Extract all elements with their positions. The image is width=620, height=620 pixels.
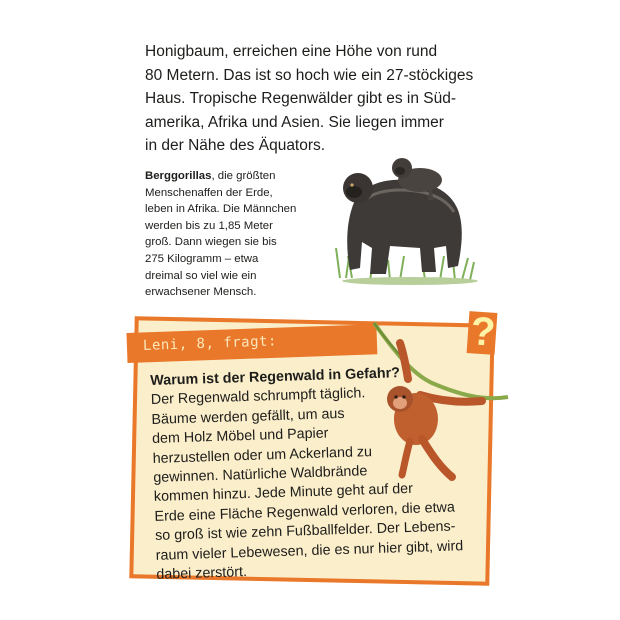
- caption-line: Menschenaffen der Erde,: [145, 186, 273, 199]
- intro-line: Honigbaum, erreichen eine Höhe von rund: [145, 43, 438, 60]
- answer-line: dem Holz Möbel und Papier: [151, 425, 329, 448]
- intro-line: Haus. Tropische Regenwälder gibt es in Süd-: [145, 90, 457, 107]
- caption-line: dreimal so viel wie ein: [145, 269, 257, 282]
- answer-line: so groß ist wie zehn Fußballfelder. Der Lebens-: [154, 518, 456, 545]
- answer-line: Bäume werden gefällt, um aus: [151, 405, 345, 428]
- answer-line: herzustellen oder um Ackerland zu: [152, 443, 373, 467]
- answer-line: dabei zerstört.: [156, 564, 248, 583]
- gorilla-caption: [145, 168, 335, 301]
- intro-line: 80 Metern. Das ist so hoch wie ein 27-stöckiges: [145, 66, 474, 84]
- caption-bold-term: Berggorillas: [145, 170, 212, 182]
- caption-line: [145, 168, 335, 185]
- answer-line: raum vieler Lebewesen, die es nur hier gibt, wird: [155, 537, 464, 564]
- gorilla-with-baby-illustration: [330, 138, 480, 288]
- caption-line: 275 Kilogramm – etwa: [145, 252, 259, 265]
- intro-line: amerika, Afrika und Asien. Sie liegen immer: [145, 113, 444, 131]
- caption-first-rest: , die größten: [211, 170, 276, 182]
- caption-line: erwachsener Mensch.: [145, 286, 257, 299]
- intro-line: in der Nähe des Äquators.: [145, 137, 326, 154]
- question-title: Warum ist der Regenwald in Gefahr?: [150, 365, 401, 389]
- caption-line: leben in Afrika. Die Männchen: [145, 203, 297, 216]
- answer-line: Der Regenwald schrumpft täglich.: [150, 385, 366, 409]
- caption-line: groß. Dann wiegen sie bis: [145, 236, 277, 249]
- answer-line: kommen hinzu. Jede Minute geht auf der: [153, 481, 414, 506]
- question-mark-icon: ?: [469, 309, 497, 355]
- ground-shadow: [342, 277, 478, 285]
- question-asker-label: Leni, 8, fragt:: [142, 333, 278, 354]
- question-answer-text: [150, 362, 487, 586]
- caption-line: werden bis zu 1,85 Meter: [145, 219, 273, 232]
- answer-line: Erde eine Fläche Regenwald verloren, die etwa: [154, 499, 456, 525]
- answer-line: gewinnen. Natürliche Waldbrände: [153, 463, 368, 486]
